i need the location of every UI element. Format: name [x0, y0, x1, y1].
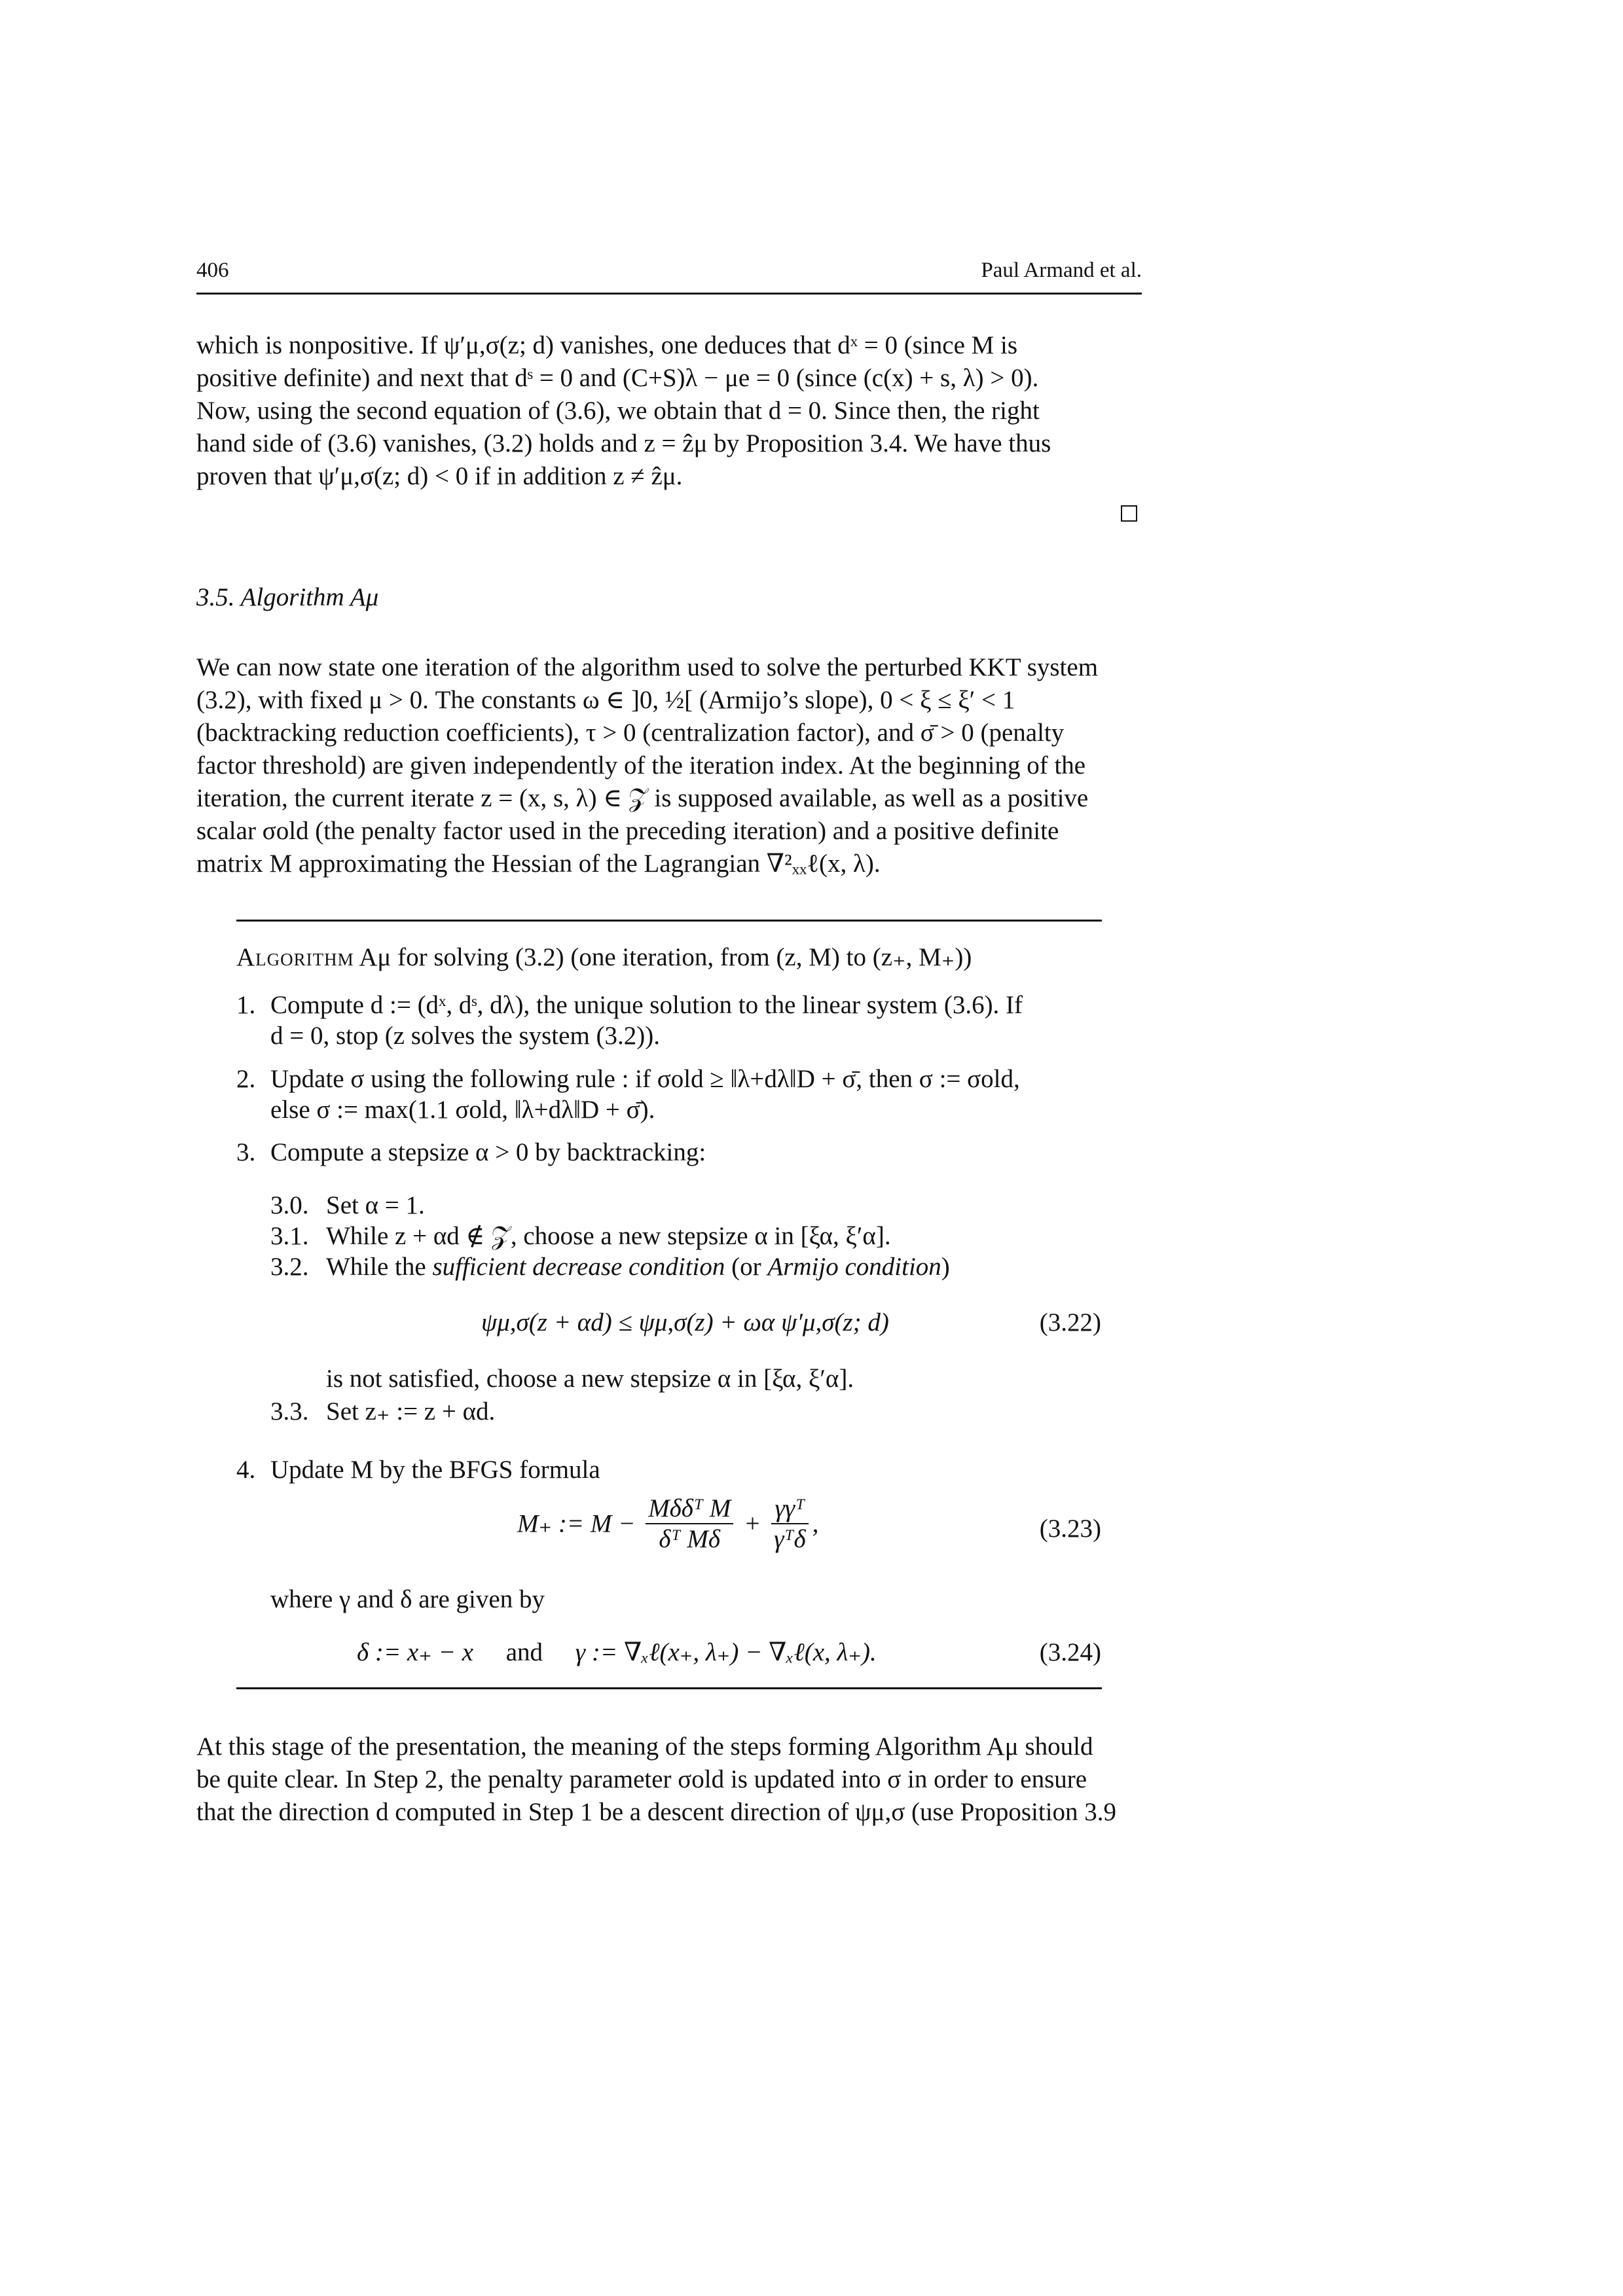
- algorithm-step-3-0: 3.0. Set α = 1.: [270, 1191, 425, 1219]
- text-line: hand side of (3.6) vanishes, (3.2) holds and z = ẑμ by Proposition 3.4. We have thus: [196, 429, 1051, 457]
- text-line: matrix M approximating the Hessian of the Lagrangian ∇²ₓₓℓ(x, λ).: [196, 850, 881, 878]
- equation-3-22: ψμ,σ(z + αd) ≤ ψμ,σ(z) + ωα ψ′μ,σ(z; d): [481, 1308, 889, 1336]
- running-head: Paul Armand et al.: [981, 259, 1142, 282]
- closing-paragraph: [196, 1731, 1142, 1829]
- algorithm-step-3: 3. Compute a stepsize α > 0 by backtracking:: [236, 1138, 706, 1166]
- equation-number: (3.22): [1039, 1308, 1101, 1336]
- qed-square-icon: [1121, 505, 1137, 522]
- algorithm-step-1: 1. Compute d := (dˣ, dˢ, dλ), the unique solution to the linear system (3.6). If d = 0, stop (z solves the system (3.2)).: [236, 991, 1023, 1050]
- text-line: factor threshold) are given independently of the iteration index. At the beginning of the: [196, 751, 1086, 780]
- text-line: (backtracking reduction coefficients), τ > 0 (centralization factor), and σ̄ > 0 (penalty: [196, 719, 1065, 747]
- text-line: (3.2), with fixed μ > 0. The constants ω ∈ ]0, ½[ (Armijo’s slope), 0 < ξ ≤ ξ′ < 1: [196, 686, 1015, 714]
- algorithm-step-4: 4. Update M by the BFGS formula: [236, 1456, 600, 1484]
- algorithm-title: [236, 942, 972, 972]
- header-rule: [196, 293, 1142, 295]
- text-line: be quite clear. In Step 2, the penalty parameter σold is updated into σ in order to ensure: [196, 1765, 1087, 1793]
- algorithm-step-3-3: 3.3. Set z₊ := z + αd.: [270, 1397, 496, 1426]
- fraction: $\frac{\text{Mδδᵀ M}}{\text{δᵀ Mδ}}$: [646, 1494, 733, 1554]
- text-line: that the direction d computed in Step 1 be a descent direction of ψμ,σ (use Proposition 3.9: [196, 1798, 1117, 1826]
- text-line: which is nonpositive. If ψ′μ,σ(z; d) vanishes, one deduces that dˣ = 0 (since M is: [196, 331, 1018, 359]
- text-line: Now, using the second equation of (3.6), we obtain that d = 0. Since then, the right: [196, 397, 1040, 425]
- algorithm-step-3-2-tail: is not satisfied, choose a new stepsize α in [ξα, ξ′α].: [326, 1365, 854, 1393]
- algorithm-top-rule: [236, 920, 1102, 922]
- text-line: We can now state one iteration of the algorithm used to solve the perturbed KKT system: [196, 653, 1099, 681]
- equation-3-24: δ := x₊ − x and γ := ∇ₓℓ(x₊, λ₊) − ∇ₓℓ(x, λ₊).: [357, 1638, 877, 1666]
- intro-paragraph: [196, 651, 1142, 880]
- where-text: where γ and δ are given by: [270, 1585, 545, 1613]
- algorithm-label: Algorithm: [236, 943, 354, 971]
- algorithm-bottom-rule: [236, 1687, 1102, 1689]
- page-number: 406: [196, 259, 229, 282]
- fraction: $\frac{\text{γγᵀ}}{\text{γᵀδ}}$: [771, 1494, 809, 1554]
- text-line: proven that ψ′μ,σ(z; d) < 0 if in addition z ≠ ẑμ.: [196, 462, 683, 490]
- algorithm-step-2: 2. Update σ using the following rule : if σold ≥ ‖λ+dλ‖D + σ̄, then σ := σold, else σ := max(1.1 σold, ‖λ+dλ‖D + σ̄).: [236, 1065, 1020, 1124]
- section-title: 3.5. Algorithm Aμ: [196, 583, 379, 611]
- equation-number: (3.24): [1039, 1638, 1101, 1666]
- text-line: positive definite) and next that dˢ = 0 and (C+S)λ − μe = 0 (since (c(x) + s, λ) > 0).: [196, 364, 1039, 392]
- equation-3-23: M₊ := M − $\frac{\text{Mδδᵀ M}}{\text{δᵀ Mδ}}$ + $\frac{\text{γγᵀ}}{\text{γᵀδ}}$ ,: [517, 1494, 819, 1553]
- text-line: scalar σold (the penalty factor used in the preceding iteration) and a positive definite: [196, 817, 1059, 845]
- algorithm-step-3-1: 3.1. While z + αd ∉ 𝒵, choose a new stepsize α in [ξα, ξ′α].: [270, 1222, 891, 1250]
- text-line: iteration, the current iterate z = (x, s, λ) ∈ 𝒵 is supposed available, as well as a positive: [196, 784, 1089, 812]
- algorithm-step-3-2: 3.2. While the sufficient decrease condition (or Armijo condition): [270, 1253, 950, 1281]
- proof-paragraph: [196, 329, 1142, 493]
- algorithm-title-text: Aμ for solving (3.2) (one iteration, from (z, M) to (z₊, M₊)): [359, 943, 972, 971]
- equation-number: (3.23): [1039, 1515, 1101, 1543]
- text-line: At this stage of the presentation, the meaning of the steps forming Algorithm Aμ should: [196, 1732, 1093, 1761]
